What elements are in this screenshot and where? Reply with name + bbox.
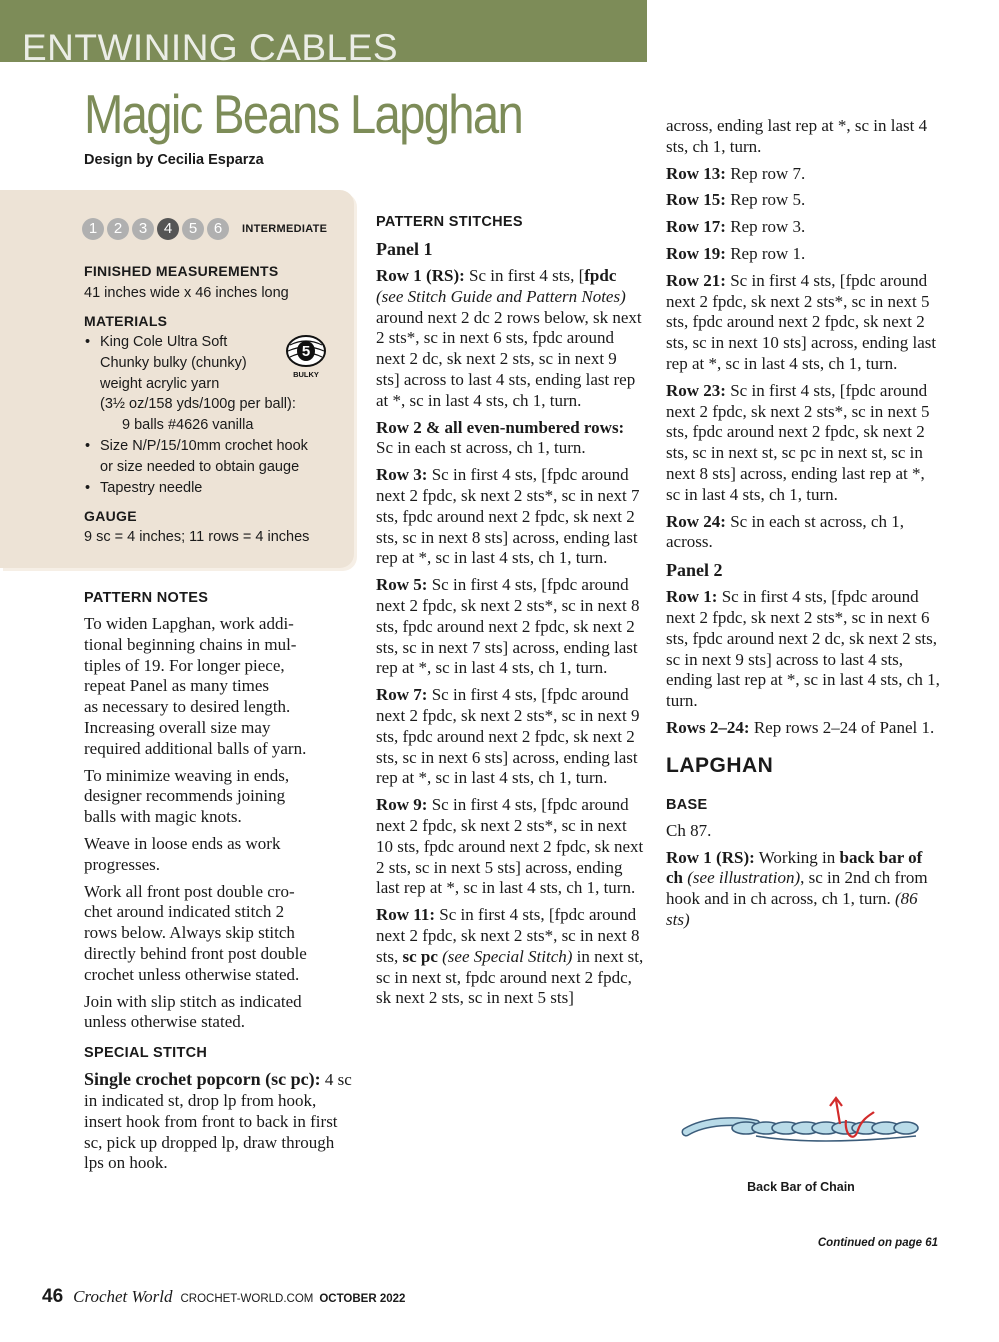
skill-level-5: 5 <box>182 218 204 240</box>
column-2 <box>376 212 644 1015</box>
page-footer <box>42 1286 405 1308</box>
row-15: Row 15: Rep row 5. <box>666 190 806 210</box>
magazine-name: Crochet World <box>73 1287 173 1306</box>
skill-level-6: 6 <box>207 218 229 240</box>
column-1 <box>84 588 356 1180</box>
pattern-notes-heading: PATTERN NOTES <box>84 590 209 606</box>
row-2: Row 2 & all even-numbered rows: Sc in each st across, ch 1, turn. <box>376 417 625 458</box>
row-11: Row 11: Sc in first 4 sts, [fpdc around next 2 fpdc, sk next 2 sts*, sc in next 8 sts, sc pc (see Special Stitch) in next st, sc in next st, fpdc around next 2 fpdc, sk next 2 sts, sc in next 5 sts] <box>376 905 644 1008</box>
note-paragraph: To widen Lapghan, work addi- tional beginning chains in mul- tiples of 19. For longer piece, repeat Panel as many times as necessary to desired length. Increasing overall size may required additional balls of yarn. <box>84 614 307 758</box>
row-21: Row 21: Sc in first 4 sts, [fpdc around next 2 fpdc, sk next 2 sts*, sc in next 5 sts, fpdc around next 2 fpdc, sk next 2 sts, sc in next 10 sts] across, ending last rep at *, sc in last 4 sts, ch 1, turn. <box>666 270 937 373</box>
base-heading: BASE <box>666 796 708 813</box>
skill-level-1: 1 <box>82 218 104 240</box>
yarn-weight-number: 5 <box>301 343 311 360</box>
yarn-weight-icon <box>282 333 330 381</box>
materials-heading: MATERIALS <box>84 313 168 329</box>
skill-level-2: 2 <box>107 218 129 240</box>
magazine-url: CROCHET-WORLD.COM <box>180 1293 314 1305</box>
row-9: Row 9: Sc in first 4 sts, [fpdc around next 2 fpdc, sk next 2 sts*, sc in next 10 sts, fpdc around next 2 fpdc, sk next 2 sts, sc in next 5 sts] across, ending last rep at *, sc in last 4 sts, ch 1, turn. <box>376 795 644 898</box>
panel-1-heading: Panel 1 <box>376 239 433 259</box>
row-19: Row 19: Rep row 1. <box>666 243 806 263</box>
special-stitch-heading: SPECIAL STITCH <box>84 1045 208 1062</box>
skill-level-3: 3 <box>132 218 154 240</box>
skill-level <box>82 218 327 240</box>
back-bar-of-chain-illustration <box>676 1090 926 1160</box>
row-3: Row 3: Sc in first 4 sts, [fpdc around next 2 fpdc, sk next 2 sts*, sc in next 7 sts, fpdc around next 2 fpdc, sk next 2 sts, sc in next 8 sts] across, ending last rep at *, sc in last 4 sts, ch 1, turn. <box>376 465 640 568</box>
material-item-yarn: • King Cole Ultra Soft Chunky bulky (chunky) weight acrylic yarn (3½ oz/158 yds/100g per ball): 9 balls #4626 vanilla <box>84 332 346 436</box>
base-row-1: Row 1 (RS): Working in back bar of ch (see illustration), sc in 2nd ch from hook and in ch across, ch 1, turn. (86 sts) <box>666 847 928 929</box>
page-number: 46 <box>42 1286 64 1307</box>
finished-text: 41 inches wide x 46 inches long <box>84 285 289 301</box>
special-stitch-text: Single crochet popcorn (sc pc): 4 sc in indicated st, drop lp from hook, insert hook from front to back in first sc, pick up dropped lp, draw through lps on hook. <box>84 1069 352 1173</box>
gauge-text: 9 sc = 4 inches; 11 rows = 4 inches <box>84 529 310 545</box>
panel-2-rows-2-24: Rows 2–24: Rep rows 2–24 of Panel 1. <box>666 717 935 737</box>
skill-level-4-active: 4 <box>157 218 179 240</box>
pattern-stitches-heading: PATTERN STITCHES <box>376 214 523 230</box>
base-chain: Ch 87. <box>666 820 712 840</box>
skill-label: INTERMEDIATE <box>242 223 328 235</box>
row-1: Row 1 (RS): Sc in first 4 sts, [fpdc (see Stitch Guide and Pattern Notes) around next 2 dc 2 rows below, sk next 2 sts*, sc in next 6 sts, fpdc around next 2 dc, sk next 2 sts, sc in next 9 sts] across to last 4 sts, ending last rep at *, sc in last 4 sts, ch 1, turn. <box>376 266 642 410</box>
row-23: Row 23: Sc in first 4 sts, [fpdc around next 2 fpdc, sk next 2 sts*, sc in next 5 sts, fpdc around next 2 fpdc, sk next 2 sts, sc in next st, sc pc in next st, sc in next 8 sts] across, ending last rep at *, sc in last 4 sts, ch 1, turn. <box>666 380 930 504</box>
page-title: Magic Beans Lapghan <box>84 83 523 145</box>
note-paragraph: Weave in loose ends as work progresses. <box>84 833 281 874</box>
row-13: Row 13: Rep row 7. <box>666 163 806 183</box>
lapghan-heading: LAPGHAN <box>666 753 774 777</box>
panel-2-heading: Panel 2 <box>666 560 723 581</box>
note-paragraph: Work all front post double cro- chet around indicated stitch 2 rows below. Always skip stitch directly behind front post double crochet unless otherwise stated. <box>84 881 307 984</box>
figure-caption: Back Bar of Chain <box>747 1180 855 1194</box>
magazine-issue: OCTOBER 2022 <box>319 1293 406 1305</box>
row-7: Row 7: Sc in first 4 sts, [fpdc around next 2 fpdc, sk next 2 sts*, sc in next 9 sts, fpdc around next 2 fpdc, sk next 2 sts, sc in next 6 sts] across, ending last rep at *, sc in last 4 sts, ch 1, turn. <box>376 685 640 788</box>
note-paragraph: Join with slip stitch as indicated unless otherwise stated. <box>84 991 302 1032</box>
continued-note: Continued on page 61 <box>817 1237 938 1249</box>
column-3 <box>666 116 940 937</box>
note-paragraph: To minimize weaving in ends, designer recommends joining balls with magic knots. <box>84 765 290 827</box>
yarn-weight-label: BULKY <box>293 370 319 379</box>
material-item-needle: • Tapestry needle <box>84 478 346 499</box>
byline: Design by Cecilia Esparza <box>84 152 264 168</box>
row-17: Row 17: Rep row 3. <box>666 217 806 237</box>
finished-heading: FINISHED MEASUREMENTS <box>84 263 279 279</box>
row-5: Row 5: Sc in first 4 sts, [fpdc around next 2 fpdc, sk next 2 sts*, sc in next 8 sts, fpdc around next 2 fpdc, sk next 2 sts, sc in next 7 sts] across, ending last rep at *, sc in last 4 sts, ch 1, turn. <box>376 575 640 678</box>
row-24: Row 24: Sc in each st across, ch 1, across. <box>666 511 904 552</box>
gauge-heading: GAUGE <box>84 508 137 524</box>
material-item-hook: • Size N/P/15/10mm crochet hook or size needed to obtain gauge <box>84 436 346 478</box>
section-title: ENTWINING CABLES <box>22 27 398 68</box>
panel-2-row-1: Row 1: Sc in first 4 sts, [fpdc around next 2 fpdc, sk next 2 sts*, sc in next 6 sts, fpdc around next 2 dc, sk next 2 sts, sc in next 9 sts] across to last 4 sts, ending last rep at *, sc in last 4 sts, ch 1, turn. <box>666 587 940 711</box>
row-11-continued: across, ending last rep at *, sc in last 4 sts, ch 1, turn. <box>666 116 928 156</box>
